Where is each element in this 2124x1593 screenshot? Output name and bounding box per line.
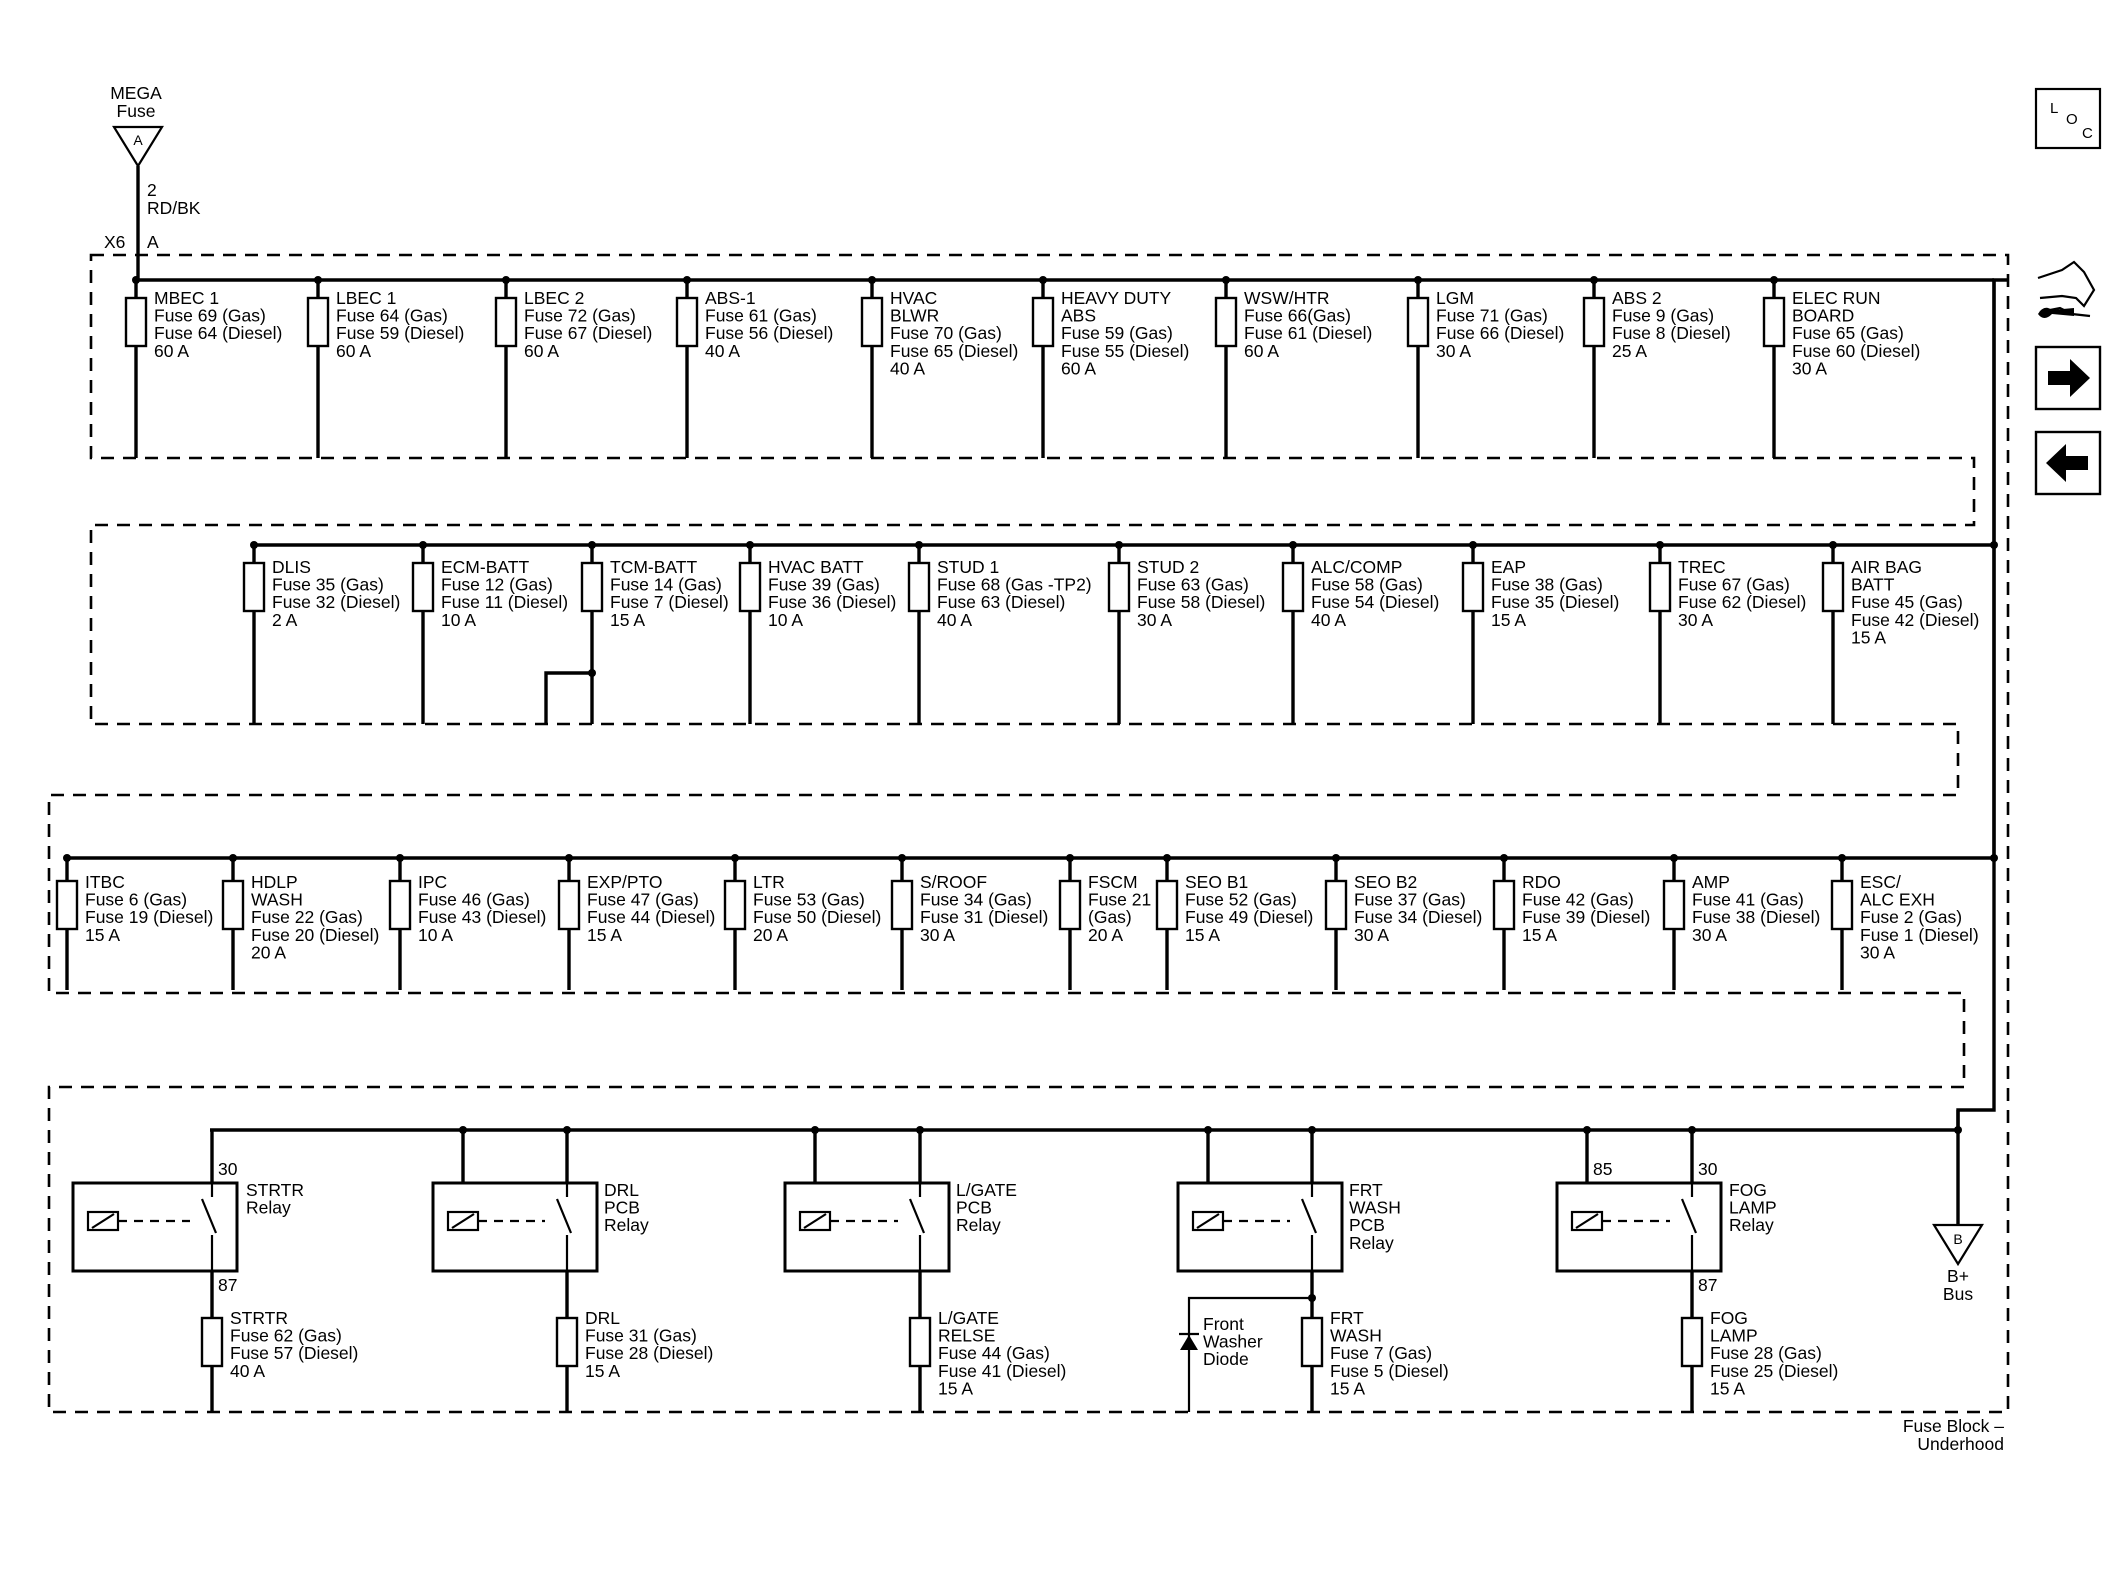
fuse-label: BOARD [1792, 305, 1855, 326]
prev-page-button[interactable] [2036, 432, 2100, 494]
fuse-label: STUD 1 [937, 557, 1000, 577]
fuse-label: Fuse 22 (Gas) [251, 907, 363, 928]
loc-letter-o: O [2066, 111, 2078, 128]
fuse-block-label-2: Underhood [1917, 1434, 2004, 1454]
fuse-label: 30 A [1436, 340, 1472, 361]
fuse-label: Fuse 41 (Diesel) [938, 1360, 1067, 1381]
fuse-symbol [1764, 298, 1784, 346]
fuse-row-3 [57, 854, 1994, 990]
fuse-rows [57, 276, 1994, 990]
fuse-label: Fuse 72 (Gas) [524, 305, 636, 326]
main-feed-wire [1958, 280, 2008, 1225]
relay[interactable] [1178, 1126, 1449, 1412]
fuse-label: 20 A [1088, 924, 1124, 945]
fuse-label: Fuse 60 (Diesel) [1792, 340, 1921, 361]
fuse-label: Fuse 20 (Diesel) [251, 924, 380, 945]
relay-label: Relay [1349, 1232, 1394, 1253]
fuse-label: HVAC BATT [768, 557, 864, 577]
b-plus-bus [1934, 1225, 1982, 1304]
fuse-symbol [1283, 563, 1303, 611]
fuse-label: Fuse 28 (Diesel) [585, 1343, 714, 1364]
fuse-label: 15 A [587, 924, 623, 945]
fuse-block-label-1: Fuse Block – [1902, 1416, 2004, 1436]
bus-junction [916, 1126, 924, 1134]
fuse-symbol [1650, 563, 1670, 611]
bus-junction [811, 1126, 819, 1134]
fuse-label: Fuse 44 (Gas) [938, 1343, 1050, 1364]
fuse-symbol [1109, 563, 1129, 611]
fuse[interactable] [559, 854, 715, 990]
fuse-label: 40 A [1311, 609, 1347, 630]
fuse-label: Fuse 62 (Gas) [230, 1325, 342, 1346]
fuse-label: 30 A [1860, 942, 1896, 963]
fuse[interactable] [1494, 854, 1650, 990]
fuse-label: Fuse 34 (Gas) [920, 889, 1032, 910]
b-plus-label-1: B+ [1947, 1266, 1969, 1286]
fuse-label: 40 A [705, 340, 741, 361]
fuse-label: 30 A [1692, 924, 1728, 945]
fuse[interactable] [1463, 541, 1619, 724]
fuse-label: 10 A [768, 609, 804, 630]
diode-label: Diode [1203, 1349, 1249, 1370]
fuse-label: LGM [1436, 288, 1474, 308]
fuse-label: 40 A [937, 609, 973, 630]
fuse-label: Fuse 59 (Gas) [1061, 323, 1173, 344]
fuse-label: Fuse 39 (Gas) [768, 574, 880, 595]
fuse-label: HDLP [251, 872, 298, 892]
relay-label: Relay [246, 1197, 291, 1218]
fuse-label: 10 A [441, 609, 477, 630]
fuse-label: STRTR [230, 1308, 289, 1328]
fuse-symbol [557, 1318, 577, 1366]
fuse-label: 40 A [230, 1360, 266, 1381]
fuse-label: LAMP [1710, 1325, 1758, 1346]
fuse[interactable] [390, 854, 546, 990]
fuse-label: Fuse 31 (Diesel) [920, 907, 1049, 928]
fuse-label: Fuse 42 (Gas) [1522, 889, 1634, 910]
fuse-label: Fuse 41 (Gas) [1692, 889, 1804, 910]
fuse-label: Fuse 62 (Diesel) [1678, 592, 1807, 613]
fuse-symbol [244, 563, 264, 611]
fuse-label: Fuse 56 (Diesel) [705, 323, 834, 344]
fuse-label: ITBC [85, 872, 125, 892]
fuse[interactable] [740, 541, 896, 724]
fuse-label: RDO [1522, 872, 1561, 892]
fuse-label: Fuse 11 (Diesel) [441, 592, 569, 613]
fuse-label: WASH [1330, 1325, 1382, 1346]
fuse-label: Fuse 52 (Gas) [1185, 889, 1297, 910]
fuse-label: 15 A [938, 1378, 974, 1399]
fuse-label: Fuse 38 (Diesel) [1692, 907, 1821, 928]
fuse-symbol [582, 563, 602, 611]
relay-pin-top: 30 [218, 1159, 238, 1179]
fuse-label: Fuse 31 (Gas) [585, 1325, 697, 1346]
fuse-label: Fuse 42 (Diesel) [1851, 609, 1980, 630]
fuse-label: Fuse 69 (Gas) [154, 305, 266, 326]
fuse-label: Fuse 66 (Diesel) [1436, 323, 1565, 344]
relay-box [1178, 1183, 1342, 1271]
fuse-label: 20 A [251, 942, 287, 963]
fuse-symbol [725, 881, 745, 929]
fuse-label: Fuse 5 (Diesel) [1330, 1360, 1449, 1381]
relay-label: LAMP [1729, 1197, 1777, 1218]
fuse-symbol [909, 563, 929, 611]
fuse-label: ABS [1061, 305, 1097, 326]
fuse-label: Fuse 57 (Diesel) [230, 1343, 359, 1364]
fuse-label: Fuse 39 (Diesel) [1522, 907, 1651, 928]
fuse-label: Fuse 65 (Diesel) [890, 340, 1019, 361]
loc-letter-l: L [2050, 100, 2059, 117]
fuse-label: 60 A [154, 340, 190, 361]
bus-junction [1204, 1126, 1212, 1134]
fuse-symbol [1664, 881, 1684, 929]
fuse[interactable] [677, 276, 833, 458]
fuse-label: EXP/PTO [587, 872, 663, 892]
fuse[interactable] [1823, 541, 1979, 724]
fuse-label: Fuse 35 (Diesel) [1491, 592, 1620, 613]
fuse-label: 20 A [753, 924, 789, 945]
fuse-label: 30 A [1792, 358, 1828, 379]
fuse-label: 2 A [272, 609, 298, 630]
fuse-symbol [677, 298, 697, 346]
fuse[interactable] [1764, 276, 1920, 458]
fuse-label: Fuse 68 (Gas -TP2) [937, 574, 1092, 595]
fuse-label: 15 A [1710, 1378, 1746, 1399]
fuse-label: Fuse 37 (Gas) [1354, 889, 1466, 910]
fuse-row-1 [126, 276, 1994, 458]
loc-letter-c: C [2082, 125, 2093, 142]
fuse-label: Fuse 64 (Diesel) [154, 323, 283, 344]
fuse-label: STUD 2 [1137, 557, 1200, 577]
fuse-label: LBEC 1 [336, 288, 397, 308]
fuse-label: Fuse 28 (Gas) [1710, 1343, 1822, 1364]
fuse-label: TCM-BATT [610, 557, 698, 577]
fuse-label: 15 A [1491, 609, 1527, 630]
jumper-junction [588, 669, 596, 677]
fuse-label: 30 A [1678, 609, 1714, 630]
fuse-label: Fuse 54 (Diesel) [1311, 592, 1440, 613]
fuse-label: Fuse 63 (Gas) [1137, 574, 1249, 595]
wire-gauge-label: 2 [147, 180, 157, 200]
fuse-label: DLIS [272, 557, 311, 577]
fuse-symbol [413, 563, 433, 611]
fuse-label: EAP [1491, 557, 1527, 577]
fuse-label: L/GATE [938, 1308, 999, 1328]
relay-pin-coil: 85 [1593, 1159, 1613, 1179]
fuse-symbol [1463, 563, 1483, 611]
relay-pin-bottom: 87 [1698, 1275, 1718, 1295]
relay[interactable] [785, 1126, 1066, 1412]
fuse-symbol [1216, 298, 1236, 346]
loc-icon[interactable] [2036, 89, 2100, 148]
fuse-symbol [57, 881, 77, 929]
fuse-label: Fuse 66(Gas) [1244, 305, 1351, 326]
fuse-symbol [1408, 298, 1428, 346]
fuse-label: Fuse 55 (Diesel) [1061, 340, 1190, 361]
relay-label: STRTR [246, 1180, 305, 1200]
fuse-label: 15 A [1851, 627, 1887, 648]
mega-fuse-label-2: Fuse [116, 101, 156, 121]
fuse-label: WASH [251, 889, 303, 910]
relay-label: PCB [604, 1197, 640, 1218]
fuse[interactable] [725, 854, 881, 990]
fuse-label: 30 A [1137, 609, 1173, 630]
fuse[interactable] [862, 276, 1018, 458]
relay-pin-top: 30 [1698, 1159, 1718, 1179]
fuse[interactable] [582, 541, 729, 724]
relay-pin-bottom: 87 [218, 1275, 238, 1295]
fuse-label: 40 A [890, 358, 926, 379]
fuse-label: ABS-1 [705, 288, 756, 308]
fuse-label: AIR BAG [1851, 557, 1922, 577]
fuse-symbol [910, 1318, 930, 1366]
fuse[interactable] [1157, 854, 1313, 990]
fuse[interactable] [1216, 276, 1372, 458]
fuse-label: LBEC 2 [524, 288, 585, 308]
relay-label: FRT [1349, 1180, 1383, 1200]
fuse-label: ALC/COMP [1311, 557, 1403, 577]
fuse-label: Fuse 44 (Diesel) [587, 907, 716, 928]
fuse[interactable] [1326, 854, 1482, 990]
fuse-label: Fuse 12 (Gas) [441, 574, 553, 595]
relay-box [1557, 1183, 1721, 1271]
fuse[interactable] [496, 276, 652, 458]
relay-label: DRL [604, 1180, 640, 1200]
fuse-label: 30 A [1354, 924, 1390, 945]
relay-label: Relay [1729, 1215, 1774, 1236]
relay-row [73, 1110, 1958, 1412]
fuse-label: 15 A [1330, 1378, 1366, 1399]
fuse-label: Fuse 64 (Gas) [336, 305, 448, 326]
fuse-label: ALC EXH [1860, 889, 1935, 910]
fuse-symbol [308, 298, 328, 346]
wire-color-label: RD/BK [147, 198, 201, 218]
fuse[interactable] [1832, 854, 1979, 990]
fuse-symbol [1033, 298, 1053, 346]
fuse-label: Fuse 6 (Gas) [85, 889, 188, 910]
diode-symbol [1180, 1335, 1198, 1350]
fuse-label: Fuse 9 (Gas) [1612, 305, 1715, 326]
fuse[interactable] [892, 854, 1048, 990]
fuse[interactable] [308, 276, 464, 458]
fuse-symbol [1302, 1318, 1322, 1366]
fuse-label: Fuse 58 (Gas) [1311, 574, 1423, 595]
fuse-label: Fuse 46 (Gas) [418, 889, 530, 910]
fuse-label: Fuse 63 (Diesel) [937, 592, 1066, 613]
relay-label: FOG [1729, 1180, 1767, 1200]
fuse-label: Fuse 35 (Gas) [272, 574, 384, 595]
fuse-label: 60 A [524, 340, 560, 361]
relay[interactable] [73, 1130, 358, 1412]
relay-label: PCB [956, 1197, 992, 1218]
fuse-symbol [202, 1318, 222, 1366]
fuse-label: Fuse 71 (Gas) [1436, 305, 1548, 326]
wrench-tools-icon[interactable] [2038, 262, 2094, 318]
fuse-label: 15 A [1522, 924, 1558, 945]
bus-junction [1583, 1126, 1591, 1134]
relay-label: Relay [956, 1215, 1001, 1236]
fuse-label: Fuse 21 [1088, 889, 1152, 910]
fuse-label: Fuse 49 (Diesel) [1185, 907, 1314, 928]
relay-label: WASH [1349, 1197, 1401, 1218]
fuse-symbol [496, 298, 516, 346]
fuse-label: WSW/HTR [1244, 288, 1330, 308]
fuse-label: Fuse 34 (Diesel) [1354, 907, 1483, 928]
connector-pin-label: A [147, 232, 159, 252]
fuse-label: 60 A [1061, 358, 1097, 379]
fuse[interactable] [1664, 854, 1820, 990]
fuse-symbol [1494, 881, 1514, 929]
fuse-label: Fuse 59 (Diesel) [336, 323, 465, 344]
fuse-label: 15 A [585, 1360, 621, 1381]
diode-label: Front [1203, 1314, 1244, 1334]
fuse-label: DRL [585, 1308, 621, 1328]
relay-label: Relay [604, 1215, 649, 1236]
fuse-symbol [862, 298, 882, 346]
fuse-symbol [1832, 881, 1852, 929]
fuse-label: SEO B1 [1185, 872, 1249, 892]
fuse-label: Fuse 50 (Diesel) [753, 907, 882, 928]
fuse-symbol [390, 881, 410, 929]
fuse[interactable] [1584, 276, 1731, 458]
fuse-symbol [1823, 563, 1843, 611]
fuse-label: Fuse 14 (Gas) [610, 574, 722, 595]
fuse[interactable] [126, 276, 282, 458]
fuse-label: FOG [1710, 1308, 1748, 1328]
fuse[interactable] [244, 541, 400, 724]
fuse-label: Fuse 67 (Diesel) [524, 323, 653, 344]
fuse-label: ELEC RUN [1792, 288, 1881, 308]
connector-label: X6 [104, 232, 126, 252]
fuse-label: BATT [1851, 574, 1895, 595]
fuse-label: MBEC 1 [154, 288, 220, 308]
fuse-label: 15 A [85, 924, 121, 945]
fuse-label: Fuse 2 (Gas) [1860, 907, 1963, 928]
fuse-label: HEAVY DUTY [1061, 288, 1172, 308]
fuse-symbol [1682, 1318, 1702, 1366]
bus-junction [459, 1126, 467, 1134]
fuse-label: ABS 2 [1612, 288, 1662, 308]
fuse-symbol [892, 881, 912, 929]
fuse-label: Fuse 53 (Gas) [753, 889, 865, 910]
fuse-label: Fuse 19 (Diesel) [85, 907, 214, 928]
mega-fuse-source [104, 83, 201, 252]
fuse-label: IPC [418, 872, 448, 892]
fuse-label: Fuse 58 (Diesel) [1137, 592, 1266, 613]
fuse-symbol [1157, 881, 1177, 929]
fuse-symbol [1584, 298, 1604, 346]
fuse[interactable] [909, 541, 1092, 724]
fuse-label: LTR [753, 872, 785, 892]
bus-junction [1308, 1294, 1316, 1302]
fuse-label: Fuse 47 (Gas) [587, 889, 699, 910]
fuse[interactable] [57, 854, 213, 990]
fuse-label: 10 A [418, 924, 454, 945]
fuse-label: S/ROOF [920, 872, 988, 892]
mega-fuse-terminal-letter: A [133, 132, 143, 148]
fuse-label: Fuse 65 (Gas) [1792, 323, 1904, 344]
fuse-symbol [126, 298, 146, 346]
fuse-label: ESC/ [1860, 872, 1901, 892]
relay-label: L/GATE [956, 1180, 1017, 1200]
fuse-label: 60 A [1244, 340, 1280, 361]
fuse-label: 25 A [1612, 340, 1648, 361]
fuse-label: HVAC [890, 288, 938, 308]
diode-label: Washer [1203, 1331, 1263, 1352]
fuse-symbol [559, 881, 579, 929]
fuse-label: Fuse 67 (Gas) [1678, 574, 1790, 595]
fuse-label: Fuse 61 (Diesel) [1244, 323, 1373, 344]
relay[interactable] [1557, 1126, 1838, 1412]
fuse-label: 60 A [336, 340, 372, 361]
fuse[interactable] [1283, 541, 1439, 724]
fuse-label: Fuse 61 (Gas) [705, 305, 817, 326]
relay-box [433, 1183, 597, 1271]
fuse[interactable] [223, 854, 379, 990]
fuse-label: ECM-BATT [441, 557, 530, 577]
fuse-label: Fuse 38 (Gas) [1491, 574, 1603, 595]
fuse-label: Fuse 1 (Diesel) [1860, 924, 1979, 945]
b-plus-terminal-letter: B [1953, 1231, 1963, 1247]
fuse-label: Fuse 43 (Diesel) [418, 907, 547, 928]
tcm-batt-jumper [546, 673, 592, 724]
next-page-button[interactable] [2036, 347, 2100, 409]
fuse-label: 15 A [1185, 924, 1221, 945]
fuse-label: TREC [1678, 557, 1726, 577]
fuse[interactable] [1109, 541, 1265, 724]
fuse[interactable] [1408, 276, 1564, 458]
fuse-label: (Gas) [1088, 907, 1132, 928]
fuse-label: Fuse 7 (Diesel) [610, 592, 729, 613]
fuse-label: BLWR [890, 305, 940, 326]
relay[interactable] [433, 1126, 713, 1412]
fuse-label: FRT [1330, 1308, 1364, 1328]
fuse-label: 30 A [920, 924, 956, 945]
fuse-row-2 [244, 541, 1994, 724]
fuse-label: AMP [1692, 872, 1730, 892]
fuse-symbol [1060, 881, 1080, 929]
fuse-label: Fuse 25 (Diesel) [1710, 1360, 1839, 1381]
fuse-label: Fuse 32 (Diesel) [272, 592, 401, 613]
fuse-label: Fuse 70 (Gas) [890, 323, 1002, 344]
fuse[interactable] [1650, 541, 1806, 724]
bus-junction [1688, 1126, 1696, 1134]
fuse-label: 15 A [610, 609, 646, 630]
bus-junction [563, 1126, 571, 1134]
fuse-label: RELSE [938, 1325, 996, 1346]
mega-fuse-label-1: MEGA [110, 83, 162, 103]
b-plus-label-2: Bus [1942, 1284, 1974, 1304]
fuse-label: Fuse 36 (Diesel) [768, 592, 897, 613]
bus-junction [1308, 1126, 1316, 1134]
fuse-label: Fuse 7 (Gas) [1330, 1343, 1433, 1364]
fuse-label: Fuse 8 (Diesel) [1612, 323, 1731, 344]
fuse-symbol [740, 563, 760, 611]
relay-box [785, 1183, 949, 1271]
fuse[interactable] [1033, 276, 1189, 458]
fuse-label: SEO B2 [1354, 872, 1418, 892]
fuse-symbol [1326, 881, 1346, 929]
fuse-symbol [223, 881, 243, 929]
fuse-label: Fuse 45 (Gas) [1851, 592, 1963, 613]
fuse[interactable] [1060, 854, 1151, 990]
fuse-label: FSCM [1088, 872, 1138, 892]
relay-label: PCB [1349, 1215, 1385, 1236]
